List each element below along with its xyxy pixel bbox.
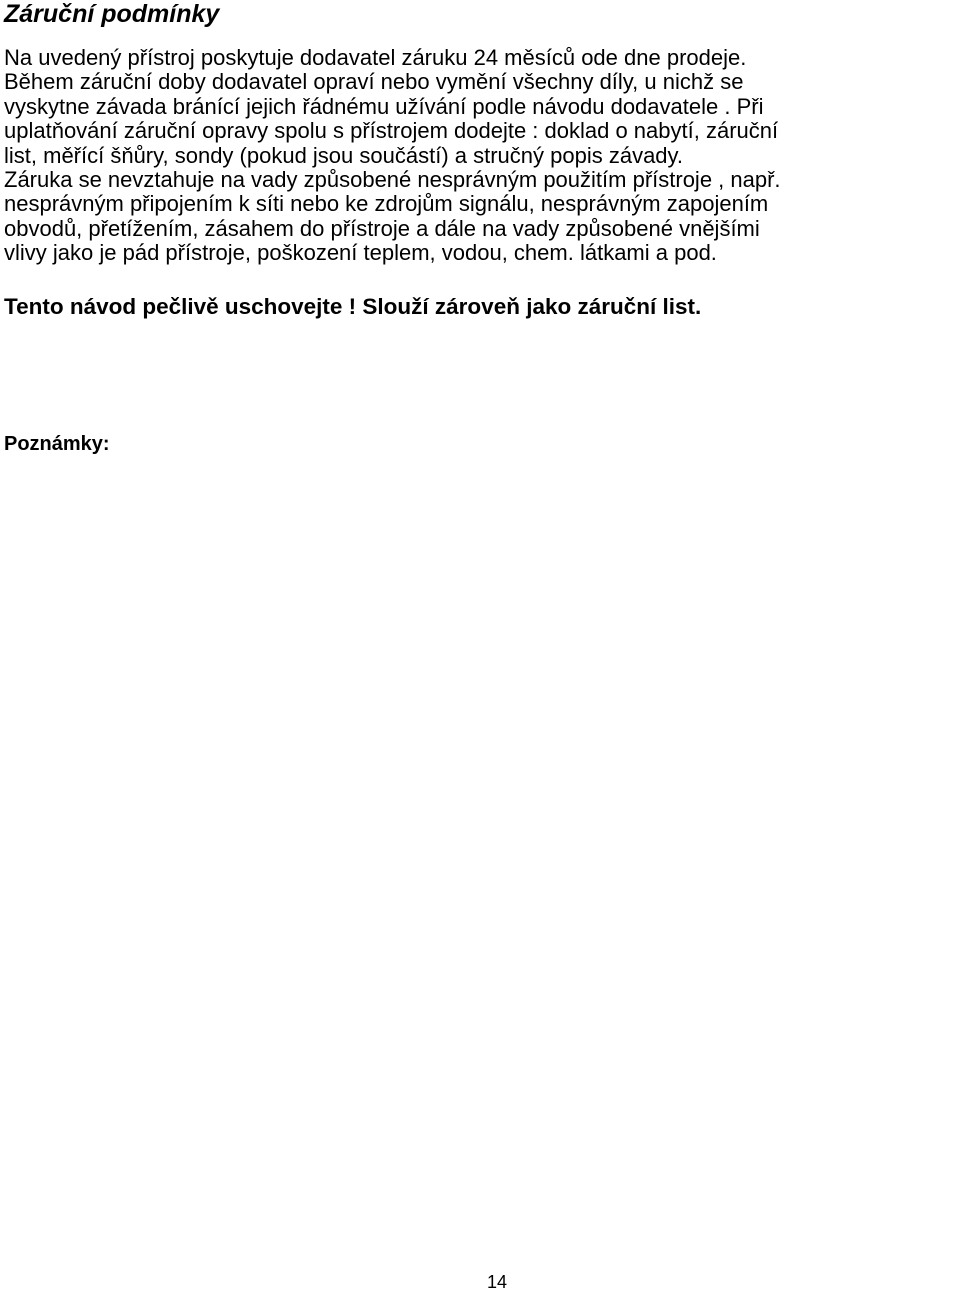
text-line: Na uvedený přístroj poskytuje dodavatel záruku 24 měsíců ode dne prodeje.	[4, 45, 747, 70]
page-number: 14	[486, 1272, 508, 1292]
text-line: list, měřící šňůry, sondy (pokud jsou součástí) a stručný popis závady.	[4, 142, 684, 168]
text-line: Během záruční doby dodavatel opraví nebo vymění všechny díly, u nichž se	[4, 69, 744, 95]
text-line: vyskytne závada bránící jejich řádnému užívání podle návodu dodavatele . Při	[4, 93, 764, 119]
text-line: nesprávným připojením k síti nebo ke zdrojům signálu, nesprávným zapojením	[4, 191, 769, 217]
warranty-text	[4, 46, 960, 266]
text-line: obvodů, přetížením, zásahem do přístroje a dále na vady způsobené vnějšími	[4, 215, 760, 241]
keep-manual-notice: Tento návod pečlivě uschovejte ! Slouží zároveň jako záruční list.	[4, 294, 702, 319]
text-line: vlivy jako je pád přístroje, poškození teplem, vodou, chem. látkami a pod.	[4, 240, 717, 266]
notes-label: Poznámky:	[4, 433, 110, 455]
text-line: uplatňování záruční opravy spolu s přístrojem dodejte : doklad o nabytí, záruční	[4, 118, 779, 144]
page-title: Záruční podmínky	[4, 0, 220, 28]
text-line: Záruka se nevztahuje na vady způsobené nesprávným použitím přístroje , např.	[4, 167, 781, 193]
